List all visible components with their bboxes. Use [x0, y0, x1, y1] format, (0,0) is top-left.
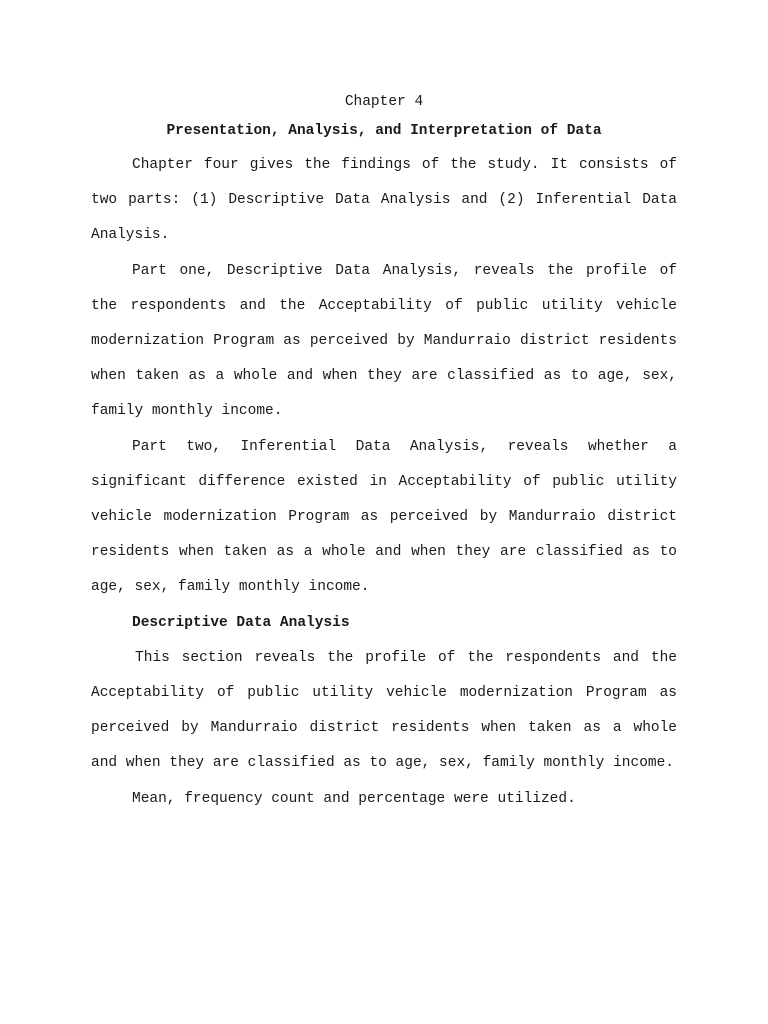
paragraph-methods: Mean, frequency count and percentage were utilized. — [132, 790, 576, 807]
chapter-label: Chapter 4 — [344, 94, 424, 110]
paragraph-part-one: Part one, Descriptive Data Analysis, reveals the profile of the respondents and the Acceptability of public utility vehicle modernization Program as perceived by Mandurraio district residents when taken as a whole and when they are classified as to age, sex, family monthly income. — [91, 262, 677, 420]
section-heading: Descriptive Data Analysis — [132, 614, 350, 631]
paragraph-section-intro: This section reveals the profile of the respondents and the Acceptability of public utility vehicle modernization Program as perceived by Mandurraio district residents when taken as a whole and when they are classified as to age, sex, family monthly income. — [91, 649, 677, 772]
paragraph-intro: Chapter four gives the findings of the study. It consists of two parts: (1) Descriptive Data Analysis and (2) Inferential Data Analysis. — [91, 157, 677, 244]
chapter-title: Presentation, Analysis, and Interpretation of Data — [166, 123, 602, 139]
document-body — [91, 148, 677, 817]
paragraph-part-two: Part two, Inferential Data Analysis, reveals whether a significant difference existed in Acceptability of public utility vehicle modernization Program as perceived by Mandurraio district residents when taken as a whole and when they are classified as to age, sex, family monthly income. — [91, 438, 677, 596]
